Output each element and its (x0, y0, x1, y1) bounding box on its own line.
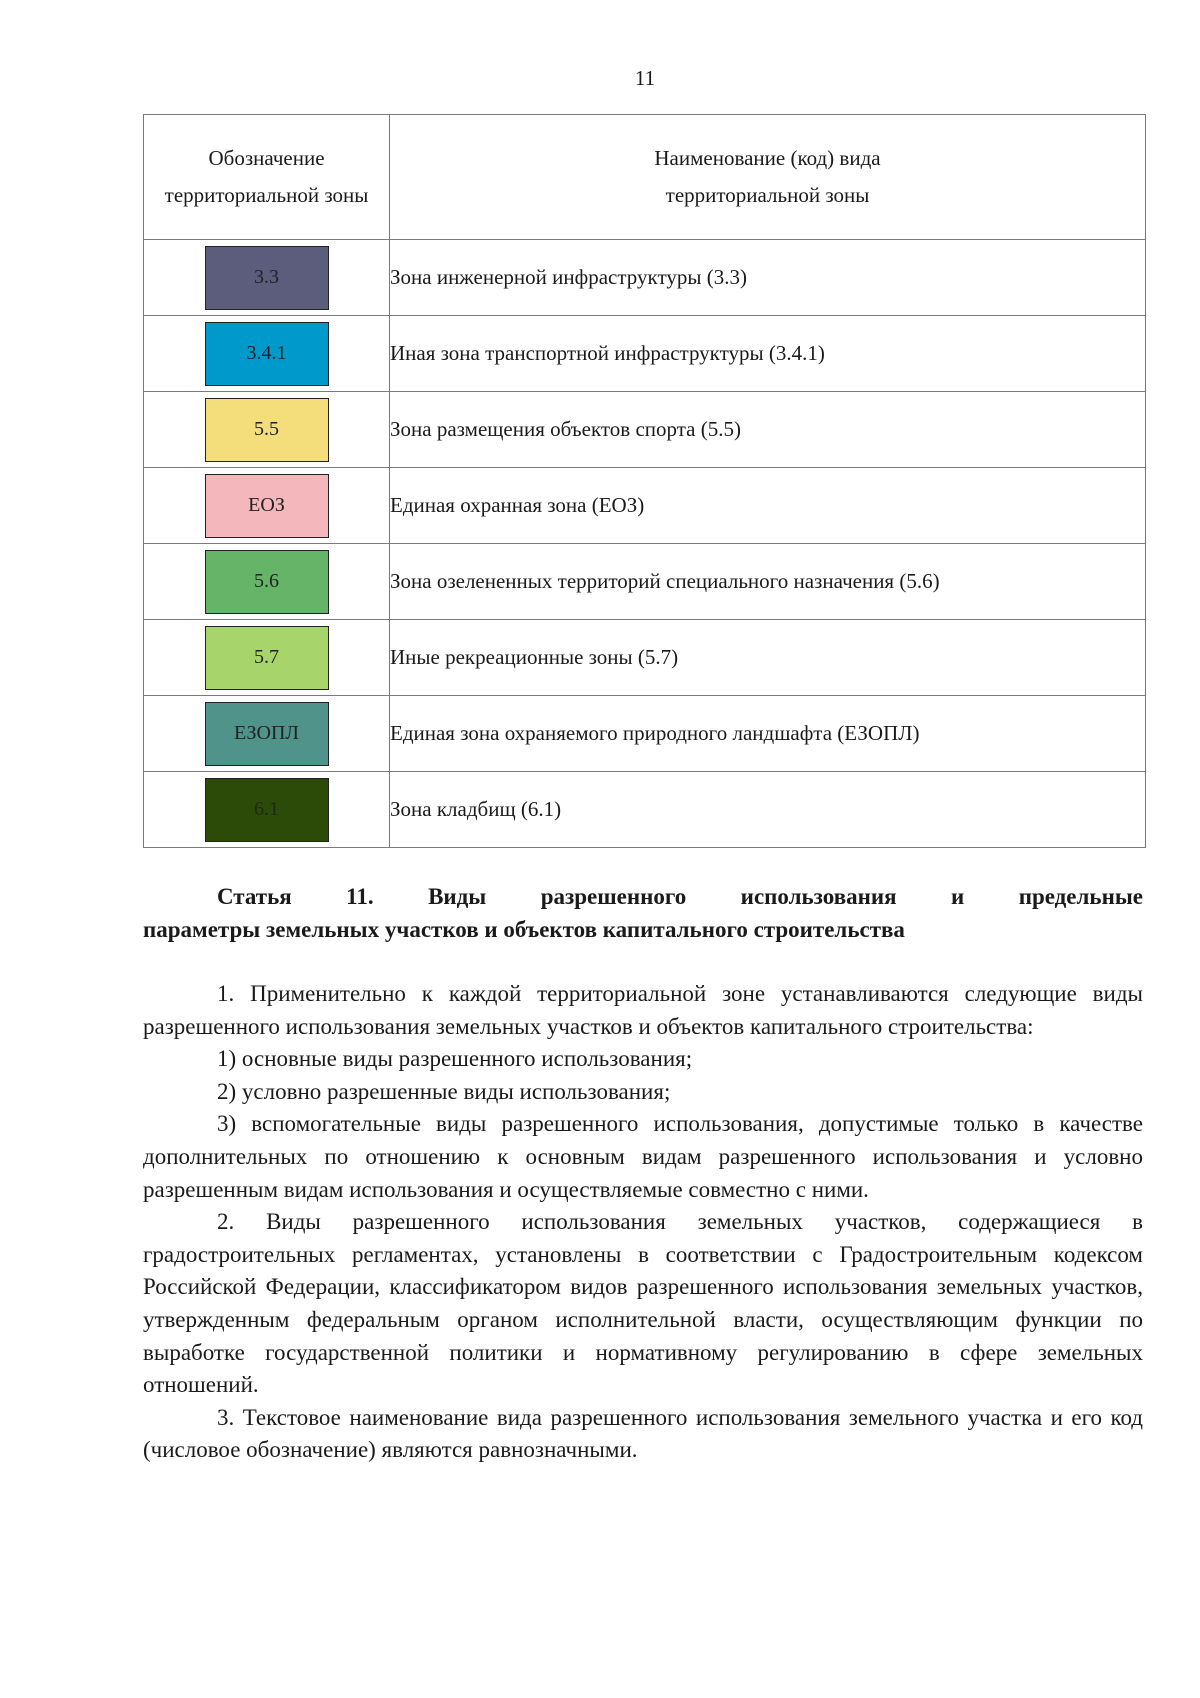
zone-code-cell (144, 696, 390, 772)
zone-color-swatch: 6.1 (205, 778, 329, 842)
list-item: 3) вспомогательные виды разрешенного использования, допустимые только в качестве дополнительных по отношению к основным видам разрешенного использования и условно разрешенным видам использования и осуществляемые совместно с ними. (143, 1111, 1143, 1202)
article-heading-line2: параметры земельных участков и объектов капитального строительства (143, 917, 905, 942)
table-row (144, 696, 1146, 772)
article-heading (143, 880, 1143, 946)
header-zone-name: Наименование (код) вида территориальной зоны (390, 115, 1146, 240)
zone-name-cell: Зона озелененных территорий специального назначения (5.6) (390, 544, 1146, 620)
zone-color-swatch: 3.4.1 (205, 322, 329, 386)
zones-table (143, 114, 1146, 848)
zone-code-cell (144, 392, 390, 468)
article-body (143, 978, 1143, 1467)
zone-name-cell: Иная зона транспортной инфраструктуры (3.4.1) (390, 316, 1146, 392)
zone-color-swatch: ЕЗОПЛ (205, 702, 329, 766)
header-zone-designation: Обозначение территориальной зоны (144, 115, 390, 240)
paragraph: 2. Виды разрешенного использования земельных участков, содержащиеся в градостроительных регламентах, установлены в соответствии с Градостроительным кодексом Российской Федерации, классификатором видов разрешенного использования земельных участков, утвержденным федеральным органом исполнительной власти, осуществляющим функции по выработке государственной политики и нормативному регулированию в сфере земельных отношений. (143, 1209, 1143, 1398)
table-row (144, 772, 1146, 848)
zone-name-cell: Единая зона охраняемого природного ландшафта (ЕЗОПЛ) (390, 696, 1146, 772)
zone-code-cell (144, 544, 390, 620)
table-row (144, 316, 1146, 392)
article-heading-line1: Статья 11. Виды разрешенного использования и предельные (217, 884, 1143, 909)
page-number: 11 (634, 66, 656, 90)
table-row (144, 620, 1146, 696)
zone-color-swatch: 5.6 (205, 550, 329, 614)
zone-code-cell (144, 772, 390, 848)
zone-name-cell: Иные рекреационные зоны (5.7) (390, 620, 1146, 696)
table-row (144, 392, 1146, 468)
table-row (144, 240, 1146, 316)
zone-color-swatch: 5.7 (205, 626, 329, 690)
table-header-row (144, 115, 1146, 240)
zone-code-cell (144, 316, 390, 392)
zone-color-swatch: 3.3 (205, 246, 329, 310)
zone-name-cell: Зона размещения объектов спорта (5.5) (390, 392, 1146, 468)
list-item: 2) условно разрешенные виды использования; (217, 1078, 671, 1104)
zone-code-cell (144, 620, 390, 696)
zone-code-cell (144, 468, 390, 544)
zone-code-cell (144, 240, 390, 316)
paragraph: 1. Применительно к каждой территориальной зоне устанавливаются следующие виды разрешенного использования земельных участков и объектов капитального строительства: (143, 981, 1143, 1039)
zone-name-cell: Зона инженерной инфраструктуры (3.3) (390, 240, 1146, 316)
table-row (144, 468, 1146, 544)
zone-color-swatch: 5.5 (205, 398, 329, 462)
zone-name-cell: Единая охранная зона (ЕОЗ) (390, 468, 1146, 544)
paragraph: 3. Текстовое наименование вида разрешенного использования земельного участка и его код (числовое обозначение) являются равнозначными. (143, 1404, 1143, 1463)
zone-name-cell: Зона кладбищ (6.1) (390, 772, 1146, 848)
zone-color-swatch: ЕОЗ (205, 474, 329, 538)
table-row (144, 544, 1146, 620)
list-item: 1) основные виды разрешенного использования; (217, 1046, 693, 1072)
